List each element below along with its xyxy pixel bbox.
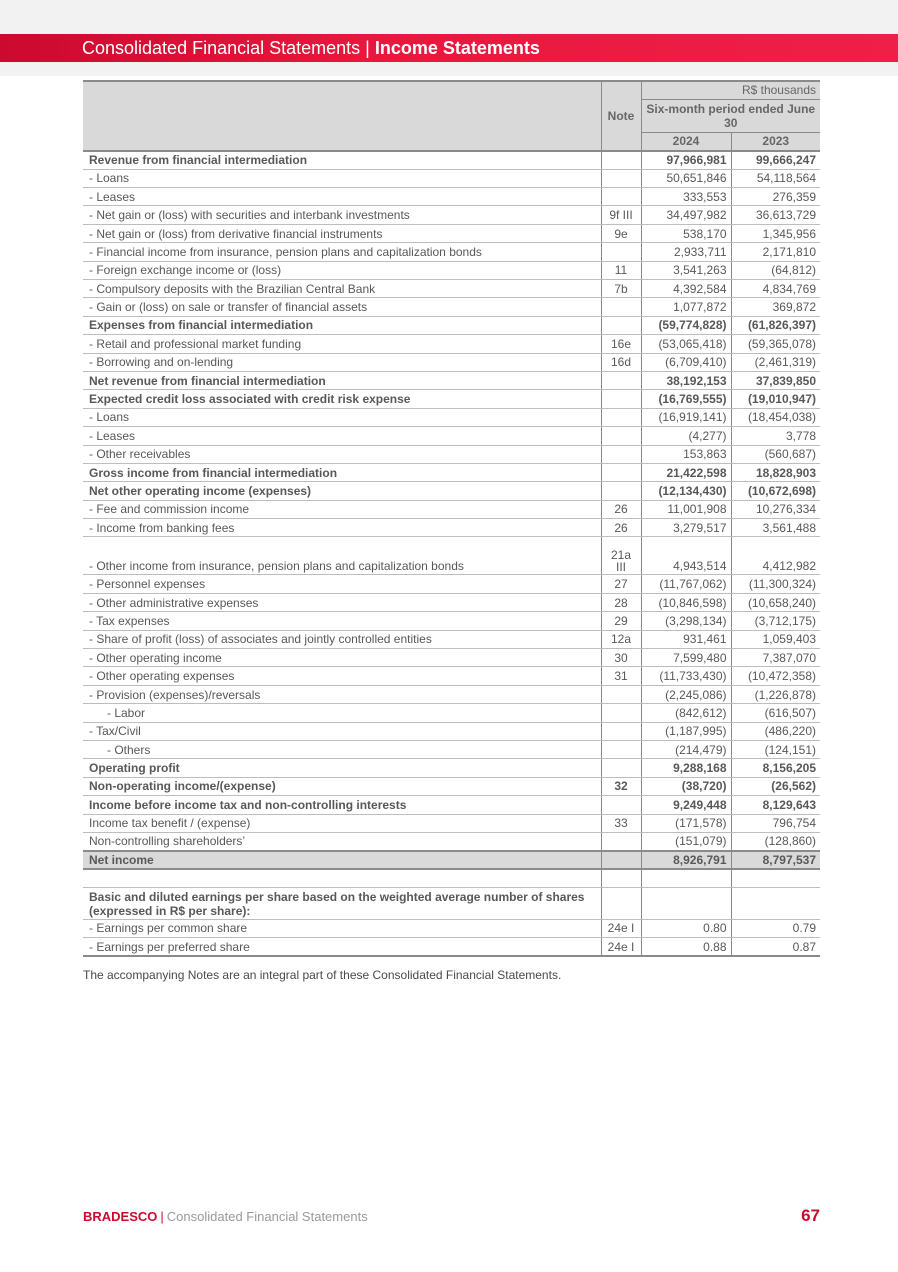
table-row [83,537,820,575]
value-2023: 36,613,729 [731,206,820,224]
row-note: 31 [601,667,641,685]
row-note [601,298,641,316]
row-note [601,243,641,261]
spacer-cell [731,869,820,887]
row-label: - Net gain or (loss) from derivative financial instruments [83,224,601,242]
table-row [83,243,820,261]
header-section: Consolidated Financial Statements [82,38,361,58]
row-label: - Borrowing and on-lending [83,353,601,371]
table-row [83,224,820,242]
eps-header-v1 [641,887,731,919]
value-2023: 8,129,643 [731,796,820,814]
table-row [83,519,820,537]
row-note: 28 [601,593,641,611]
value-2023: 3,561,488 [731,519,820,537]
row-note [601,188,641,206]
row-label: Net revenue from financial intermediation [83,371,601,389]
value-2023: (64,812) [731,261,820,279]
value-2023: (1,226,878) [731,685,820,703]
eps-note: 24e I [601,919,641,937]
eps-note: 24e I [601,938,641,956]
value-2024: 11,001,908 [641,500,731,518]
table-row [83,759,820,777]
table-row [83,777,820,795]
row-label: Non-controlling shareholders’ [83,832,601,850]
header-blank [83,81,601,151]
footer-separator: | [160,1209,164,1224]
table-row [83,188,820,206]
value-2023: (10,672,698) [731,482,820,500]
row-note: 29 [601,612,641,630]
value-2024: (171,578) [641,814,731,832]
row-note: 16e [601,335,641,353]
row-note [601,796,641,814]
unit-label: R$ thousands [641,81,820,99]
value-2024: (10,846,598) [641,593,731,611]
value-2024: (11,733,430) [641,667,731,685]
value-2024: 2,933,711 [641,243,731,261]
table-row [83,649,820,667]
row-label: - Other operating expenses [83,667,601,685]
page-number: 67 [801,1206,820,1225]
value-2024: (2,245,086) [641,685,731,703]
value-2023: (560,687) [731,445,820,463]
table-row [83,316,820,334]
spacer-row [83,869,820,887]
value-2023: (18,454,038) [731,408,820,426]
value-2024: 50,651,846 [641,169,731,187]
row-label: Non-operating income/(expense) [83,777,601,795]
value-2023: (124,151) [731,741,820,759]
row-note: 21a III [601,537,641,575]
eps-value-2024: 0.80 [641,919,731,937]
row-note: 32 [601,777,641,795]
footnote: The accompanying Notes are an integral part of these Consolidated Financial Statements. [83,968,562,982]
value-2024: (842,612) [641,704,731,722]
table-row [83,500,820,518]
eps-label: - Earnings per common share [83,919,601,937]
table-row [83,261,820,279]
value-2024: 97,966,981 [641,151,731,169]
row-label: - Income from banking fees [83,519,601,537]
value-2023: (11,300,324) [731,575,820,593]
row-label: - Loans [83,408,601,426]
value-2023: (3,712,175) [731,612,820,630]
table-row [83,280,820,298]
value-2024: 4,392,584 [641,280,731,298]
value-2024: 38,192,153 [641,371,731,389]
table-row [83,206,820,224]
table-row [83,612,820,630]
footer-brand [83,1209,368,1224]
value-2023: (128,860) [731,832,820,850]
table-row [83,371,820,389]
footer-brand-name: BRADESCO [83,1209,158,1224]
row-note [601,832,641,850]
row-note [601,169,641,187]
row-note: 7b [601,280,641,298]
row-note [601,463,641,481]
row-note [601,741,641,759]
value-2023: 1,345,956 [731,224,820,242]
table-row [83,667,820,685]
value-2023: (61,826,397) [731,316,820,334]
table-row [83,353,820,371]
table-row [83,151,820,169]
row-label: - Tax expenses [83,612,601,630]
value-2023: (486,220) [731,722,820,740]
table-row [83,796,820,814]
eps-row [83,938,820,956]
table-row [83,741,820,759]
eps-label: - Earnings per preferred share [83,938,601,956]
value-2023: 796,754 [731,814,820,832]
row-note: 9e [601,224,641,242]
row-label: - Share of profit (loss) of associates and jointly controlled entities [83,630,601,648]
value-2023: 10,276,334 [731,500,820,518]
row-label: - Others [83,741,601,759]
value-2023: 7,387,070 [731,649,820,667]
row-label: - Other income from insurance, pension plans and capitalization bonds [83,537,601,575]
value-2024: 538,170 [641,224,731,242]
row-note [601,427,641,445]
value-2023: 8,797,537 [731,851,820,869]
row-note: 11 [601,261,641,279]
value-2024: 3,541,263 [641,261,731,279]
row-note: 30 [601,649,641,667]
value-2024: 1,077,872 [641,298,731,316]
spacer-cell [601,869,641,887]
eps-header: Basic and diluted earnings per share based on the weighted average number of shares (expressed in R$ per share): [83,887,601,919]
row-note: 16d [601,353,641,371]
table-row [83,685,820,703]
value-2023: (59,365,078) [731,335,820,353]
value-2023: (10,658,240) [731,593,820,611]
row-note [601,390,641,408]
row-label: - Net gain or (loss) with securities and interbank investments [83,206,601,224]
value-2024: (12,134,430) [641,482,731,500]
row-note [601,722,641,740]
table-row [83,593,820,611]
row-note [601,482,641,500]
header-separator: | [365,38,370,58]
value-2024: (1,187,995) [641,722,731,740]
row-label: - Foreign exchange income or (loss) [83,261,601,279]
row-note: 12a [601,630,641,648]
table-row [83,335,820,353]
table-row [83,851,820,869]
row-label: - Tax/Civil [83,722,601,740]
value-2023: 276,359 [731,188,820,206]
row-label: Expenses from financial intermediation [83,316,601,334]
header-title: Income Statements [374,38,540,58]
value-2024: (53,065,418) [641,335,731,353]
value-2023: 2,171,810 [731,243,820,261]
value-2023: (616,507) [731,704,820,722]
eps-header-note [601,887,641,919]
row-note [601,316,641,334]
value-2024: 333,553 [641,188,731,206]
spacer-cell [641,869,731,887]
table-row [83,390,820,408]
income-statement-table [83,80,820,957]
table-row [83,630,820,648]
row-label: - Fee and commission income [83,500,601,518]
row-label: Revenue from financial intermediation [83,151,601,169]
value-2024: 3,279,517 [641,519,731,537]
table-row [83,482,820,500]
row-label: Income before income tax and non-controlling interests [83,796,601,814]
row-label: - Financial income from insurance, pension plans and capitalization bonds [83,243,601,261]
row-note: 26 [601,519,641,537]
table-row [83,463,820,481]
value-2023: (26,562) [731,777,820,795]
period-header: Six-month period ended June 30 [641,99,820,132]
row-label: - Leases [83,188,601,206]
value-2023: (10,472,358) [731,667,820,685]
table-row [83,814,820,832]
value-2024: 153,863 [641,445,731,463]
row-label: - Other operating income [83,649,601,667]
row-label: Gross income from financial intermediation [83,463,601,481]
row-label: Net income [83,851,601,869]
table-row [83,575,820,593]
row-note [601,685,641,703]
row-note [601,151,641,169]
value-2023: 37,839,850 [731,371,820,389]
value-2024: 9,249,448 [641,796,731,814]
value-2024: (151,079) [641,832,731,850]
spacer-cell [83,869,601,887]
row-label: Income tax benefit / (expense) [83,814,601,832]
value-2023: 369,872 [731,298,820,316]
row-note [601,704,641,722]
footer-title: Consolidated Financial Statements [166,1209,368,1224]
row-note: 26 [601,500,641,518]
table-row [83,169,820,187]
row-label: - Other administrative expenses [83,593,601,611]
value-2024: (16,919,141) [641,408,731,426]
value-2024: (59,774,828) [641,316,731,334]
value-2024: 8,926,791 [641,851,731,869]
row-note [601,759,641,777]
row-label: - Other receivables [83,445,601,463]
row-label: - Loans [83,169,601,187]
value-2024: (6,709,410) [641,353,731,371]
value-2024: 931,461 [641,630,731,648]
table-row [83,408,820,426]
row-label: Operating profit [83,759,601,777]
value-2023: 18,828,903 [731,463,820,481]
value-2024: 9,288,168 [641,759,731,777]
value-2024: 34,497,982 [641,206,731,224]
value-2023: 1,059,403 [731,630,820,648]
eps-value-2023: 0.79 [731,919,820,937]
value-2024: 21,422,598 [641,463,731,481]
row-label: - Leases [83,427,601,445]
value-2023: 3,778 [731,427,820,445]
table-row [83,832,820,850]
row-label: Expected credit loss associated with credit risk expense [83,390,601,408]
eps-header-v2 [731,887,820,919]
value-2024: (214,479) [641,741,731,759]
row-note [601,371,641,389]
eps-value-2024: 0.88 [641,938,731,956]
row-label: - Compulsory deposits with the Brazilian Central Bank [83,280,601,298]
row-note [601,445,641,463]
row-label: Net other operating income (expenses) [83,482,601,500]
value-2024: 4,943,514 [641,537,731,575]
value-2024: 7,599,480 [641,649,731,667]
value-2023: 4,834,769 [731,280,820,298]
row-label: - Personnel expenses [83,575,601,593]
row-note: 33 [601,814,641,832]
row-label: - Provision (expenses)/reversals [83,685,601,703]
eps-row [83,919,820,937]
table-row [83,427,820,445]
row-label: - Gain or (loss) on sale or transfer of financial assets [83,298,601,316]
eps-header-row [83,887,820,919]
row-label: - Retail and professional market funding [83,335,601,353]
value-2023: 54,118,564 [731,169,820,187]
row-note: 9f III [601,206,641,224]
statement-rows [83,151,820,956]
value-2024: (38,720) [641,777,731,795]
eps-value-2023: 0.87 [731,938,820,956]
table-row [83,722,820,740]
value-2023: (2,461,319) [731,353,820,371]
value-2024: (4,277) [641,427,731,445]
value-2024: (16,769,555) [641,390,731,408]
year-2024-header: 2024 [641,132,731,150]
value-2024: (3,298,134) [641,612,731,630]
table-row [83,704,820,722]
value-2024: (11,767,062) [641,575,731,593]
row-note: 27 [601,575,641,593]
value-2023: 4,412,982 [731,537,820,575]
table-row [83,298,820,316]
row-note [601,408,641,426]
value-2023: 8,156,205 [731,759,820,777]
value-2023: 99,666,247 [731,151,820,169]
year-2023-header: 2023 [731,132,820,150]
value-2023: (19,010,947) [731,390,820,408]
table-row [83,445,820,463]
page-header-banner [0,34,898,62]
row-label: - Labor [83,704,601,722]
note-column-header: Note [601,81,641,151]
row-note [601,851,641,869]
